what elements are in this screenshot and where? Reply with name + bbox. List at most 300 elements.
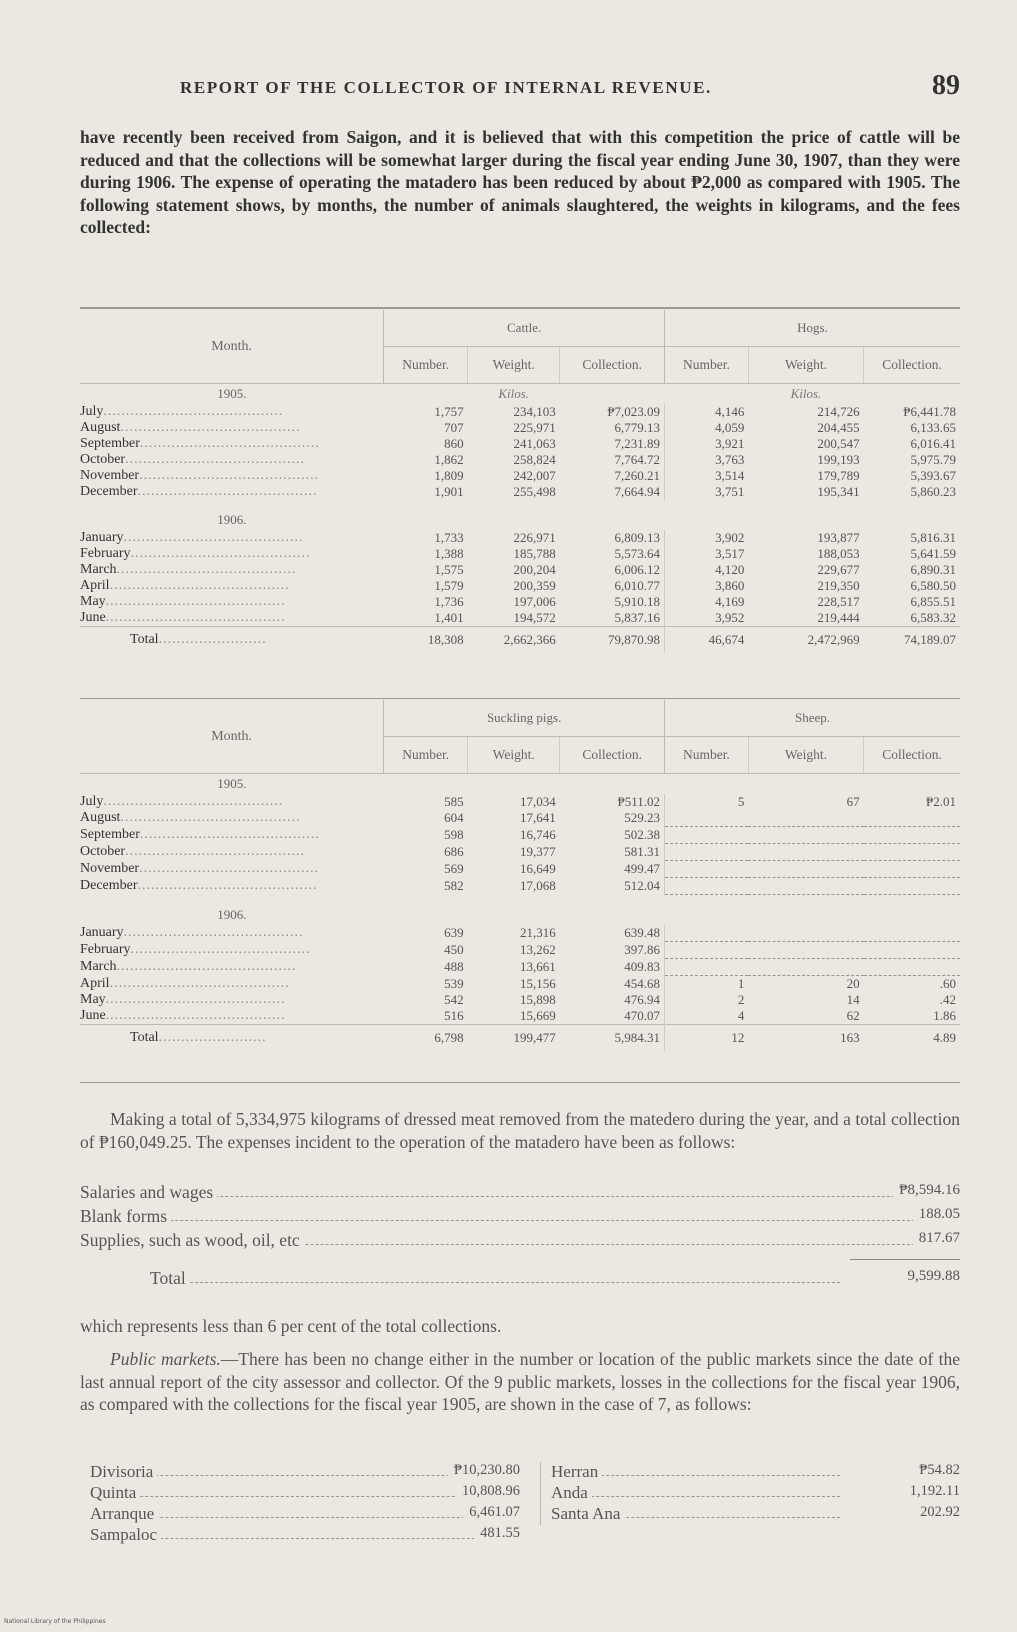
value-cell: 512.04 [624,878,661,893]
value-cell: 6,016.41 [910,436,956,451]
value-cell: 14 [846,992,860,1007]
spacer [80,895,960,906]
value-cell: 15,669 [520,1008,556,1023]
year-row [80,774,960,795]
value-cell: 454.68 [624,975,661,991]
value-cell: 860 [444,436,464,451]
leader-dashes [80,1220,960,1221]
table-row [80,1008,960,1025]
month-cell [80,844,384,861]
total-cell [80,627,384,654]
value-cell [748,861,863,878]
value-cell [864,942,960,959]
value-cell: 255,498 [513,484,556,499]
month-label: July [80,794,104,809]
table-rule [80,1082,960,1083]
value-cell: 199,193 [817,452,860,467]
value-cell: 219,350 [817,578,860,593]
leader-dots: ........................................ [125,452,306,467]
markets-left-column [90,1462,520,1546]
value-cell: 7,231.89 [614,436,661,451]
column-header: Collection. [864,737,960,774]
month-label: June [80,610,106,625]
group-header: Suckling pigs. [384,700,665,737]
value-cell: 15,898 [520,992,556,1007]
value-cell: 4,146 [665,404,749,420]
market-name: Anda [551,1483,592,1503]
table-row [80,594,960,610]
month-cell [80,530,384,546]
table-row [80,404,960,420]
month-cell [80,794,384,810]
column-header: Collection. [864,347,960,384]
month-label: November [80,861,140,876]
leader-dots: ........................................ [130,942,311,957]
value-cell: 6,809.13 [614,530,661,545]
expense-amount: 188.05 [913,1206,960,1223]
total-value: 2,662,366 [468,627,560,654]
total-value: 163 [748,1025,863,1052]
value-cell: 5 [665,794,749,810]
leader-dots: ........................ [158,632,267,647]
page-number: 89 [932,70,960,101]
value-cell: 539 [444,975,464,991]
value-cell: 62 [846,1008,860,1023]
value-cell: 225,971 [513,420,556,435]
value-cell: ₱511.02 [617,794,661,809]
value-cell: 5,573.64 [614,546,661,561]
group-header: Cattle. [384,310,665,347]
table-row [80,942,960,959]
markets-heading: Public markets. [110,1349,221,1369]
footer-note: National Library of the Philippines [4,1618,106,1625]
value-cell: 6,133.65 [910,420,956,435]
value-cell: 502.38 [624,827,661,842]
value-cell: 258,824 [513,452,556,467]
value-cell [665,878,749,895]
markets-losses [90,1462,960,1572]
value-cell: 6,855.51 [910,594,956,609]
value-cell: 17,068 [520,878,556,893]
month-label: September [80,827,140,842]
leader-dots: ........................................ [103,794,284,809]
summary-paragraph: Making a total of 5,334,975 kilograms of dressed meat removed from the matedero during the year, and a total collection of ₱160,049.25. The expenses incident to the operation of the matadero have been as follows: [80,1109,960,1152]
month-cell [80,827,384,844]
value-cell: 15,156 [520,975,556,991]
market-name: Quinta [90,1483,140,1503]
value-cell [665,810,749,827]
blank [384,384,468,405]
value-cell: 1 [665,976,749,993]
value-cell: 499.47 [624,861,661,876]
value-cell: 707 [444,420,464,435]
year-label: 1905. [217,386,247,401]
value-cell: 200,204 [513,562,556,577]
month-cell [80,578,384,594]
value-cell [748,810,863,827]
month-cell [80,992,384,1008]
value-cell: 1,388 [434,546,464,561]
market-amount: ₱10,230.80 [448,1462,520,1479]
value-cell: .60 [939,976,956,991]
value-cell: 6,583.32 [910,610,956,625]
column-header: Number. [384,737,468,774]
month-cell [80,594,384,610]
month-label: November [80,468,140,483]
leader-dots: ........................................ [137,878,318,893]
month-cell [80,925,384,942]
total-value: 2,472,969 [748,627,863,654]
value-cell: 598 [444,827,464,842]
value-cell: 3,763 [665,452,749,468]
total-value: 79,870.98 [560,627,665,654]
expense-amount: ₱8,594.16 [893,1182,960,1199]
total-value: 6,798 [384,1025,468,1052]
market-row [90,1483,520,1504]
month-cell [80,976,384,993]
market-name: Sampaloc [90,1525,161,1545]
value-cell: 409.83 [624,959,661,974]
pigs-sheep-table [80,700,960,1051]
value-cell: 488 [444,959,464,974]
spacer [80,500,960,510]
value-cell: 20 [846,976,860,991]
value-cell: 16,649 [520,861,556,876]
value-cell: 185,788 [513,546,556,561]
value-cell: 195,341 [817,484,860,499]
value-cell: 179,789 [817,468,860,483]
value-cell: 6,580.50 [910,578,956,593]
value-cell: 470.07 [624,1008,661,1023]
value-cell: 397.86 [624,942,661,957]
value-cell: 5,393.67 [910,468,956,483]
expense-list [80,1180,960,1290]
column-header: Weight. [468,347,560,384]
market-name: Divisoria [90,1462,157,1482]
value-cell: 200,547 [817,436,860,451]
table-row [80,992,960,1008]
leader-dots: ........................................ [105,610,286,625]
expense-row [80,1204,960,1228]
value-cell: 229,677 [817,562,860,577]
expense-row [80,1228,960,1252]
value-cell: 67 [846,794,860,809]
value-cell: .42 [939,992,956,1007]
expense-row [80,1180,960,1204]
table-row [80,827,960,844]
year-row-filler [384,774,960,795]
value-cell: 581.31 [624,844,661,859]
value-cell: ₱7,023.09 [607,404,661,419]
value-cell: 194,572 [513,610,556,625]
value-cell: 16,746 [520,827,556,842]
value-cell: 1,579 [434,578,464,593]
month-cell [80,436,384,452]
month-cell [80,452,384,468]
value-cell: 193,877 [817,530,860,545]
market-row [551,1462,960,1483]
spacer-row [80,500,960,510]
value-cell: 639.48 [624,925,661,941]
value-cell: 1,401 [434,610,464,625]
market-amount: 1,192.11 [904,1483,960,1500]
value-cell: 4,120 [665,562,749,578]
value-cell: 4,059 [665,420,749,436]
year-label: 1905. [217,776,247,791]
value-cell: 21,316 [520,925,556,941]
year-row-filler [384,905,960,925]
value-cell [864,844,960,861]
value-cell: 3,751 [665,484,749,500]
month-label: February [80,942,131,957]
value-cell: 6,890.31 [910,562,956,577]
table-row [80,794,960,810]
value-cell: 5,837.16 [614,610,661,625]
value-cell: 7,664.94 [614,484,661,499]
table-row [80,878,960,895]
expense-amount: 817.67 [913,1230,960,1247]
month-cell [80,810,384,827]
leader-dots: ........................................ [139,861,320,876]
value-cell: 242,007 [513,468,556,483]
column-header: Number. [665,737,749,774]
month-cell [80,468,384,484]
month-label: April [80,975,110,991]
value-cell [665,959,749,976]
leader-dots: ........................................ [125,844,306,859]
month-label: July [80,404,104,419]
total-value: 5,984.31 [560,1025,665,1052]
value-cell: 7,260.21 [614,468,661,483]
value-cell [665,844,749,861]
expense-total-label: Total [150,1268,190,1289]
table-row [80,861,960,878]
value-cell: 1.86 [933,1008,956,1023]
total-label: Total [130,632,159,647]
value-cell: 19,377 [520,844,556,859]
market-amount: ₱54.82 [913,1462,960,1479]
year-label: 1906. [217,907,247,922]
total-value: 199,477 [468,1025,560,1052]
leader-dots: ........................................ [105,1008,286,1023]
value-cell: 1,901 [434,484,464,499]
unit-row [80,384,960,405]
value-cell: 516 [444,1008,464,1023]
value-cell: 569 [444,861,464,876]
market-name: Arranque [90,1504,158,1524]
value-cell: 1,575 [434,562,464,577]
value-cell: 1,757 [434,404,464,419]
table-rule [80,698,960,699]
value-cell: 197,006 [513,594,556,609]
leader-dots: ........................................ [116,959,297,974]
month-label: April [80,578,110,593]
value-cell: 6,010.77 [614,578,661,593]
value-cell: 5,860.23 [910,484,956,499]
spacer-row [80,895,960,906]
leader-dots: ........................................ [139,827,320,842]
month-label: March [80,562,117,577]
month-label: February [80,546,131,561]
month-cell [80,404,384,420]
total-row [80,1025,960,1052]
value-cell: 234,103 [513,404,556,419]
total-value: 18,308 [384,627,468,654]
month-label: January [80,530,124,545]
leader-dashes [150,1282,840,1283]
market-amount: 6,461.07 [463,1504,520,1521]
value-cell: 1,862 [434,452,464,467]
value-cell: 3,902 [665,530,749,546]
leader-dots: ........................................ [105,992,286,1007]
value-cell: ₱2.01 [926,794,956,809]
market-name: Herran [551,1462,602,1482]
month-label: May [80,594,106,609]
value-cell: 5,641.59 [910,546,956,561]
leader-dots: ........................................ [130,546,311,561]
leader-dots: ........................................ [109,578,290,593]
value-cell: 686 [444,844,464,859]
month-label: October [80,844,126,859]
table-row [80,610,960,627]
month-header: Month. [80,700,384,774]
markets-text: —There has been no change either in the number or location of the public markets since the date of the last annual report of the city assessor and collector. Of the 9 public markets, losses in the collections for the fiscal year 1906, as compared with the collections for the fiscal year 1905, are shown in the case of 7, as follows: [80,1349,960,1414]
market-row [90,1525,520,1546]
table-row [80,468,960,484]
market-row [90,1462,520,1483]
value-cell: 450 [444,942,464,957]
running-title: REPORT OF THE COLLECTOR OF INTERNAL REVENUE. [180,78,712,97]
month-header: Month. [80,310,384,384]
leader-dots: ........................................ [116,562,297,577]
value-cell: 1,733 [434,530,464,545]
value-cell [748,942,863,959]
leader-dots: ........................................ [137,484,318,499]
value-cell: 228,517 [817,594,860,609]
table-row [80,578,960,594]
leader-dots: ........................................ [103,404,284,419]
table-row [80,810,960,827]
leader-dots: ........................................ [109,975,290,991]
market-amount: 202.92 [914,1504,960,1521]
value-cell [864,810,960,827]
value-cell: 226,971 [513,530,556,545]
value-cell: 3,921 [665,436,749,452]
leader-dots: ........................................ [139,468,320,483]
table-row [80,562,960,578]
column-header: Weight. [468,737,560,774]
column-header: Number. [665,347,749,384]
market-amount: 10,808.96 [456,1483,520,1500]
group-header: Hogs. [665,310,960,347]
total-row [80,627,960,654]
value-cell [748,878,863,895]
month-cell [80,546,384,562]
leader-dots: ........................................ [123,925,304,941]
leader-dots: ........................................ [139,436,320,451]
month-cell [80,1008,384,1025]
blank [864,384,960,405]
value-cell [864,959,960,976]
value-cell: 200,359 [513,578,556,593]
value-cell: 6,006.12 [614,562,661,577]
total-value: 46,674 [665,627,749,654]
unit-label: Kilos. [498,386,530,401]
table-row [80,546,960,562]
value-cell: 241,063 [513,436,556,451]
table-row [80,436,960,452]
expense-total-amount: 9,599.88 [902,1268,961,1285]
month-label: June [80,1008,106,1023]
month-label: May [80,992,106,1007]
value-cell: 3,860 [665,578,749,594]
year-label: 1906. [217,512,247,527]
blank [560,384,665,405]
cattle-hogs-table [80,310,960,653]
total-value: 12 [665,1025,749,1052]
value-cell: 3,517 [665,546,749,562]
value-cell [748,844,863,861]
value-cell [864,861,960,878]
column-header: Weight. [748,347,863,384]
month-cell [80,878,384,895]
table-row [80,976,960,993]
group-header: Sheep. [665,700,960,737]
month-cell [80,562,384,578]
month-cell [80,861,384,878]
month-cell [80,420,384,436]
value-cell: 13,661 [520,959,556,974]
month-cell [80,484,384,500]
value-cell: 542 [444,992,464,1007]
value-cell: 13,262 [520,942,556,957]
value-cell [864,878,960,895]
value-cell: 585 [444,794,464,809]
value-cell [665,861,749,878]
unit-label: Kilos. [790,386,822,401]
value-cell: 604 [444,810,464,826]
value-cell: 5,816.31 [910,530,956,545]
value-cell: 188,053 [817,546,860,561]
percent-paragraph: which represents less than 6 per cent of the total collections. [80,1316,502,1336]
leader-dots: ........................................ [123,530,304,545]
leader-dots: ........................................ [105,594,286,609]
month-label: October [80,452,126,467]
leader-dots: ........................ [158,1030,267,1045]
table-rule [80,307,960,309]
market-name: Santa Ana [551,1504,624,1524]
value-cell: ₱6,441.78 [903,404,956,419]
expense-label: Supplies, such as wood, oil, etc [80,1230,304,1251]
value-cell: 4 [665,1008,749,1025]
value-cell: 17,034 [520,794,556,809]
column-header: Collection. [560,737,665,774]
year-row [80,510,960,530]
market-row [551,1483,960,1504]
value-cell: 17,641 [520,810,556,826]
month-label: August [80,810,121,826]
value-cell: 582 [444,878,464,893]
expense-label: Blank forms [80,1206,171,1227]
month-cell [80,942,384,959]
month-label: March [80,959,117,974]
value-cell [864,827,960,844]
value-cell: 6,779.13 [614,420,661,435]
total-cell [80,1025,384,1052]
month-label: December [80,878,138,893]
month-label: December [80,484,138,499]
total-label: Total [130,1030,159,1045]
